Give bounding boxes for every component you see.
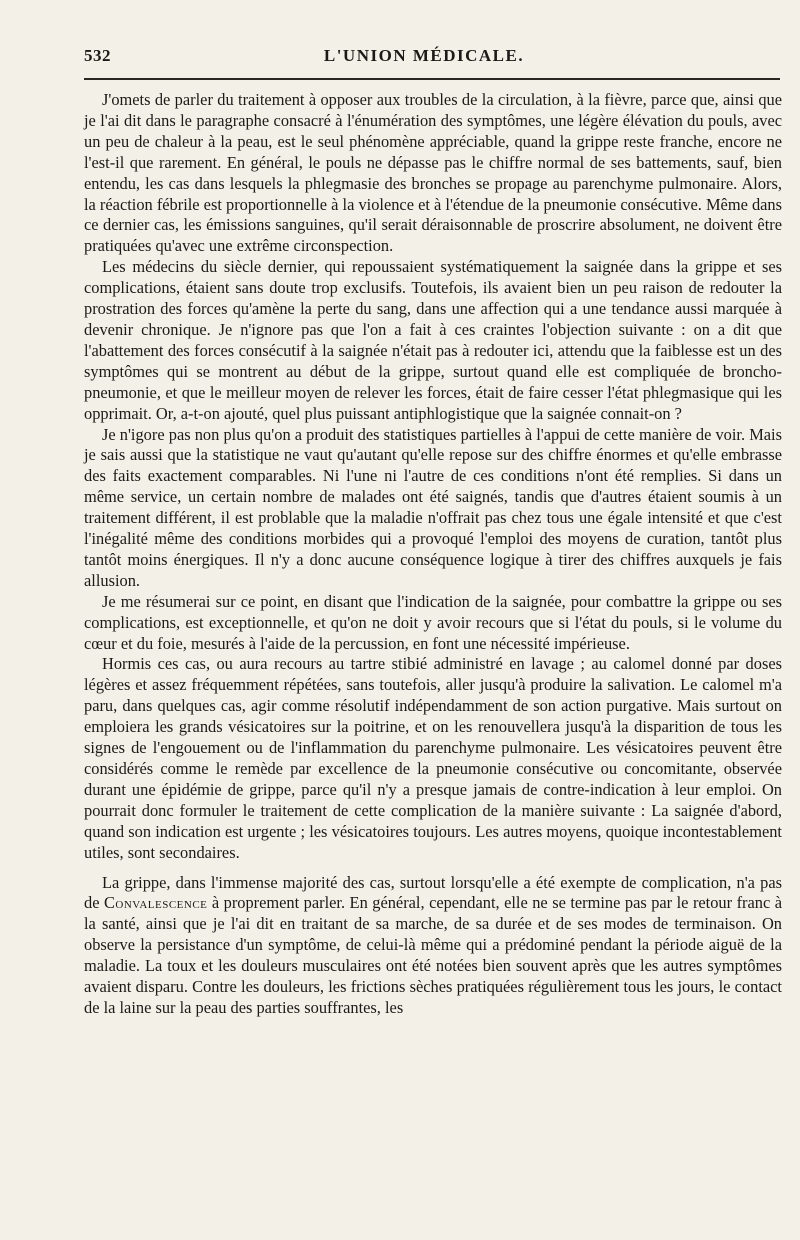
body-text — [84, 90, 782, 1019]
page-number: 532 — [84, 46, 111, 65]
paragraph-traitement: Hormis ces cas, ou aura recours au tartre stibié administré en lavage ; au calomel donné par doses légères et assez fréquemment répétées, sans toutefois, aller jusqu'à produire la salivation. Le calomel m'a paru, dans quelques cas, agir comme résolutif indépendamment de son action purgative. Mais surtout on emploiera les grands vésicatoires sur la poitrine, et on les renouvellera jusqu'à la disparition de tous les signes de l'engouement ou de l'inflammation du parenchyme pulmonaire. Les vésicatoires peuvent être considérés comme le remède par excellence de la pneumonie consécutive ou concomitante, observée durant une épidémie de grippe, parce qu'il n'y a presque jamais de contre-indication à leur emploi. On pourrait donc formuler le traitement de cette complication de la manière suivante : La saignée d'abord, quand son indication est urgente ; les vésicatoires toujours. Les autres moyens, quoique incontestablement utiles, sont secondaires. — [84, 654, 782, 862]
paragraph-convalescence — [84, 873, 782, 1019]
convalescence-text-after: à proprement parler. En général, cependant, elle ne se termine pas par le retour franc à la santé, ainsi que je l'ai dit en traitant de sa marche, de sa durée et de ses modes de terminaison. On observe la persistance d'un symptôme, de celui-là même qui a prédominé pendant la période aiguë de la maladie. La toux et les douleurs musculaires ont été notées bien souvent après que les autres symptômes avaient disparu. Contre les douleurs, les frictions sèches pratiquées régulièrement tous les jours, le contact de la laine sur la peau des parties souffrantes, les — [84, 893, 782, 1017]
page-header — [84, 46, 764, 76]
running-title: L'UNION MÉDICALE. — [323, 46, 525, 65]
paragraph-circulation: J'omets de parler du traitement à opposer aux troubles de la circulation, à la fièvre, parce que, ainsi que je l'ai dit dans le paragraphe consacré à l'énumération des symptômes, une légère élévation du pouls, avec un peu de chaleur à la peau, est le seul phénomène appréciable, quand la grippe reste franche, encore ne l'est-il que rarement. En général, le pouls ne dépasse pas le chiffre normal de ses battements, sauf, bien entendu, les cas dans lesquels la phlegmasie des bronches se propage au parenchyme pulmonaire. Alors, la réaction fébrile est proportionnelle à la violence et à l'étendue de la pneumonie consécutive. Même dans ce dernier cas, les émissions sanguines, qu'il serait déraisonnable de proscrire absolument, ne doivent être pratiquées qu'avec une extrême circonspection. — [84, 90, 782, 256]
paragraph-resume: Je me résumerai sur ce point, en disant que l'indication de la saignée, pour combattre la grippe ou ses complications, est exceptionnelle, et qu'on ne doit y avoir recours que si l'état du pouls, si le volume du cœur et du foie, mesurés à l'aide de la percussion, en font une nécessité impérieuse. — [84, 591, 782, 653]
paragraph-saignee: Les médecins du siècle dernier, qui repoussaient systématiquement la saignée dans la grippe et ses complications, étaient sans doute trop exclusifs. Toutefois, ils avaient bien un peu raison de redouter la prostration des forces qu'amène la perte du sang, dans une affection qui a une tendance aussi marquée à devenir chronique. Je n'ignore pas que l'on a fait à ces craintes l'objection suivante : on a dit que l'abattement des forces consécutif à la saignée n'était pas à redouter ici, attendu que la faiblesse est un des symptômes qui se montrent au début de la grippe, surtout quand elle est compliquée de broncho-pneumonie, et que le meilleur moyen de relever les forces, était de faire cesser l'état phlegmasique qui les opprimait. Or, a-t-on ajouté, quel plus puissant antiphlogistique que la saignée connait-on ? — [84, 257, 782, 423]
header-rule — [84, 78, 780, 80]
convalescence-text-before: La grippe, dans l'immense majorité des cas, surtout lorsqu'elle a été exempte de complication, n'a pas de — [84, 872, 782, 913]
convalescence-term: Convalescence — [103, 893, 208, 913]
paragraph-statistiques: Je n'igore pas non plus qu'on a produit des statistiques partielles à l'appui de cette manière de voir. Mais je sais aussi que la statistique ne vaut qu'autant qu'elle repose sur des chiffre énormes et qu'elle embrasse des faits exactement comparables. Ni l'une ni l'autre de ces conditions n'ont été remplies. Si dans un même service, un certain nombre de malades ont été saignés, tandis que d'autres étaient soumis à un traitement différent, il est problable que la maladie n'offrait pas chez tous une égale intensité et que c'est l'inégalité même des conditions morbides qui a provoqué l'emploi des moyens de curation, tantôt plus tantôt moins énergiques. Il n'y a donc aucune conséquence logique à tirer des chiffres auxquels je fais allusion. — [84, 424, 782, 590]
